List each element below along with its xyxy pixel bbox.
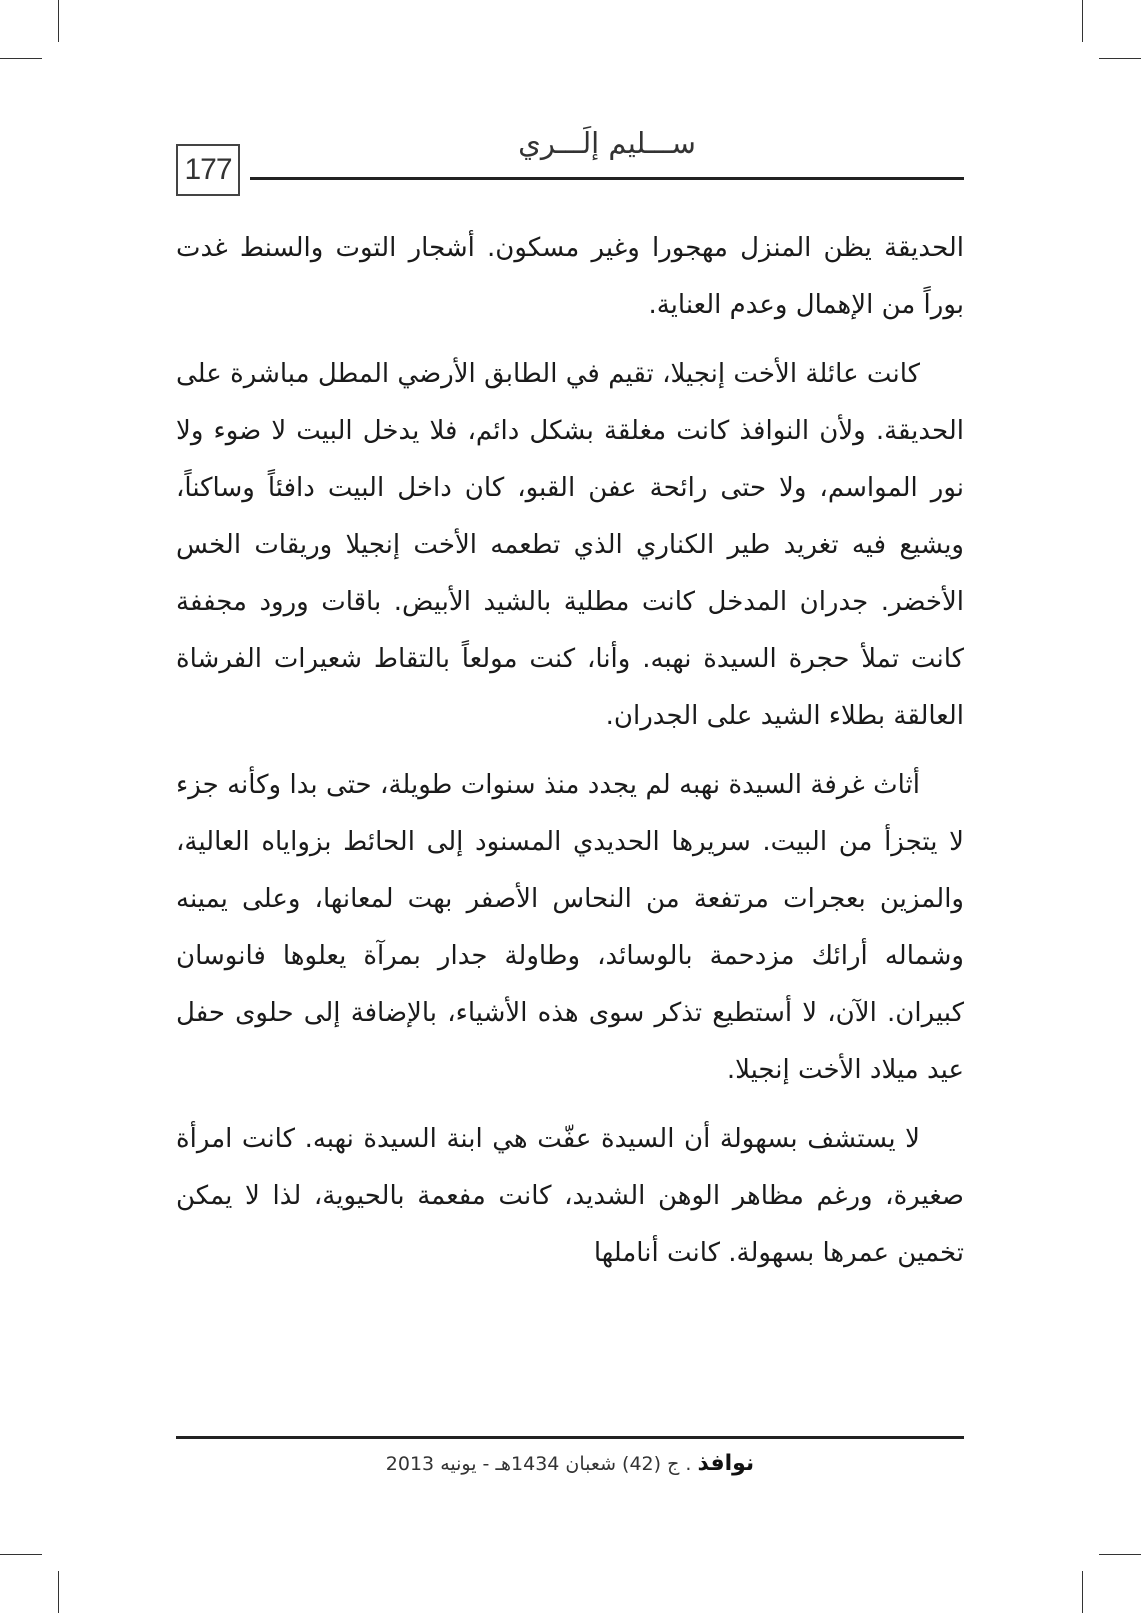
crop-mark xyxy=(58,1571,59,1613)
crop-mark xyxy=(1099,58,1141,59)
crop-mark xyxy=(1082,1571,1083,1613)
crop-mark xyxy=(0,1554,42,1555)
crop-mark xyxy=(1082,0,1083,42)
paragraph: الحديقة يظن المنزل مهجورا وغير مسكون. أشجار التوت والسنط غدت بوراً من الإهمال وعدم العناية. xyxy=(176,233,964,320)
page-number: 177 xyxy=(176,144,240,196)
crop-mark xyxy=(58,0,59,42)
journal-name: نوافذ xyxy=(697,1451,755,1476)
header-divider xyxy=(250,177,964,180)
crop-mark xyxy=(0,58,42,59)
article-body xyxy=(176,220,964,1294)
footer-divider xyxy=(176,1436,964,1439)
paragraph: لا يستشف بسهولة أن السيدة عفّت هي ابنة السيدة نهبه. كانت امرأة صغيرة، ورغم مظاهر الوهن الشديد، كانت مفعمة بالحيوية، لذا لا يمكن تخمين عمرها بسهولة. كانت أناملها xyxy=(176,1124,964,1268)
issue-info: . ج (42) شعبان 1434هـ - يونيه 2013 xyxy=(385,1453,692,1475)
crop-mark xyxy=(1099,1554,1141,1555)
paragraph: كانت عائلة الأخت إنجيلا، تقيم في الطابق الأرضي المطل مباشرة على الحديقة. ولأن النوافذ كانت مغلقة بشكل دائم، فلا يدخل البيت لا ضوء ولا نور المواسم، ولا حتى رائحة عفن القبو، كان داخل البيت دافئاً وساكناً، ويشيع فيه تغريد طير الكناري الذي تطعمه الأخت إنجيلا وريقات الخس الأخضر. جدران المدخل كانت مطلية بالشيد الأبيض. باقات ورود مجففة كانت تملأ حجرة السيدة نهبه. وأنا، كنت مولعاً بالتقاط شعيرات الفرشاة العالقة بطلاء الشيد على الجدران. xyxy=(176,359,964,731)
running-header-author: ســـليم إلَـــري xyxy=(518,126,696,160)
footer-issue-line xyxy=(176,1451,964,1476)
paragraph: أثاث غرفة السيدة نهبه لم يجدد منذ سنوات طويلة، حتى بدا وكأنه جزء لا يتجزأ من البيت. سريرها الحديدي المسنود إلى الحائط بزواياه العالية، والمزين بعجرات مرتفعة من النحاس الأصفر بهت لمعانها، وعلى يمينه وشماله أرائك مزدحمة بالوسائد، وطاولة جدار بمرآة يعلوها فانوسان كبيران. الآن، لا أستطيع تذكر سوى هذه الأشياء، بالإضافة إلى حلوى حفل عيد ميلاد الأخت إنجيلا. xyxy=(176,770,964,1085)
